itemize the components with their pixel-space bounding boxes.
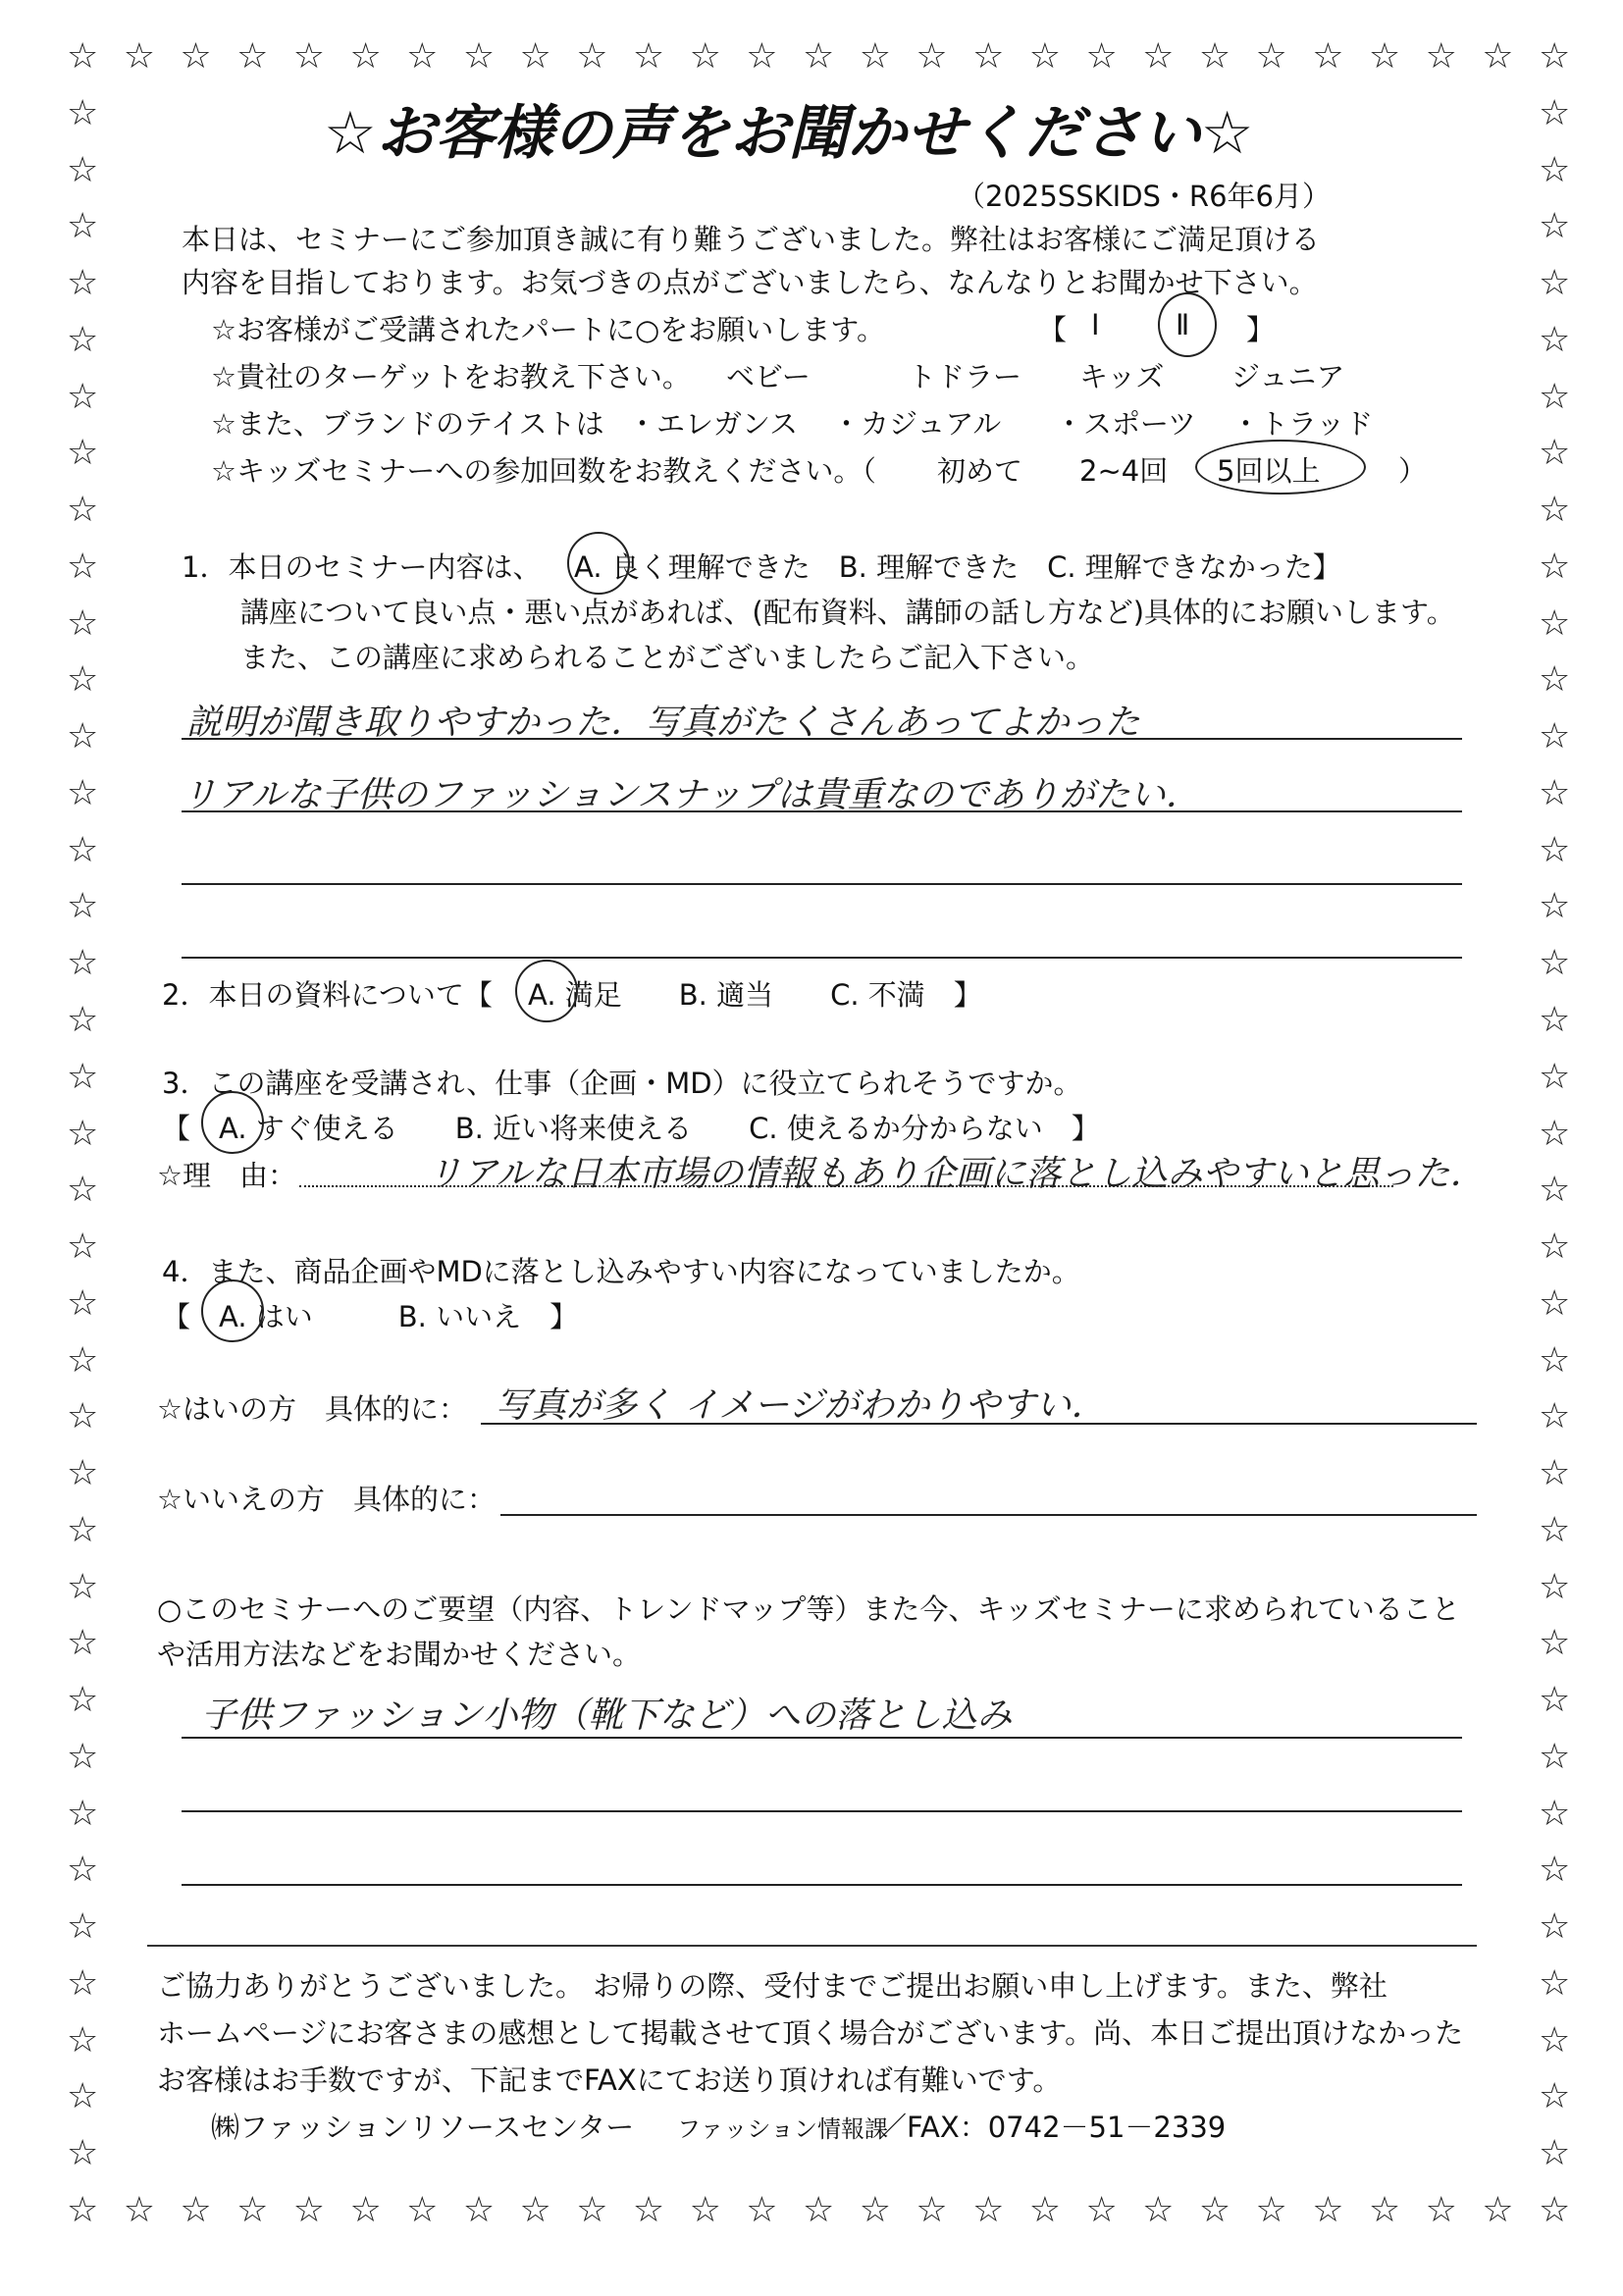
footer-text: ご協力ありがとうございました。 お帰りの際、受付までご提出お願い申し上げます。また、弊社 — [157, 1969, 1387, 2003]
question-4: 4．また、商品企画やMDに落とし込みやすい内容になっていましたか。 — [162, 1255, 1080, 1288]
border-star-icon: ☆ — [67, 1509, 99, 1550]
footer-text: ホームページにお客さまの感想として掲載させて頂く場合がございます。尚、本日ご提出頂けなかった — [157, 2016, 1464, 2050]
answer-line — [182, 1884, 1462, 1886]
handwritten-answer: 説明が聞き取りやすかった．写真がたくさんあってよかった — [186, 703, 1140, 743]
border-star-icon: ☆ — [67, 1623, 99, 1664]
border-star-icon: ☆ — [1085, 2190, 1118, 2230]
border-star-icon: ☆ — [1539, 1962, 1571, 2004]
answer-line — [299, 1185, 1393, 1187]
border-star-icon: ☆ — [1539, 319, 1571, 360]
border-star-icon: ☆ — [1539, 1850, 1571, 1891]
border-star-icon: ☆ — [67, 1566, 99, 1607]
border-star-icon: ☆ — [67, 1906, 99, 1948]
selection-circle — [567, 532, 630, 595]
border-star-icon: ☆ — [632, 36, 665, 77]
intro-text: 内容を目指しております。お気づきの点がございましたら、なんなりとお聞かせ下さい。 — [182, 266, 1318, 299]
border-star-icon: ☆ — [349, 36, 382, 77]
border-star-icon: ☆ — [1539, 376, 1571, 417]
question-3-reason-label: ☆理 由： — [157, 1159, 296, 1192]
border-star-icon: ☆ — [1368, 36, 1401, 77]
border-star-icon: ☆ — [1539, 602, 1571, 644]
border-star-icon: ☆ — [1539, 829, 1571, 870]
taste-option[interactable]: ・カジュアル — [832, 407, 1002, 441]
border-star-icon: ☆ — [67, 1113, 99, 1154]
target-option[interactable]: トドラー — [908, 360, 1022, 393]
selection-circle — [1195, 440, 1366, 495]
border-star-icon: ☆ — [576, 36, 608, 77]
border-star-icon: ☆ — [1539, 263, 1571, 304]
question-4-yes-label: ☆はいの方 具体的に： — [157, 1392, 467, 1426]
border-star-icon: ☆ — [576, 2190, 608, 2230]
border-star-icon: ☆ — [746, 36, 778, 77]
border-star-icon: ☆ — [1539, 1623, 1571, 1664]
border-star-icon: ☆ — [1539, 1113, 1571, 1154]
border-star-icon: ☆ — [67, 1170, 99, 1211]
border-star-icon: ☆ — [67, 772, 99, 813]
border-star-icon: ☆ — [406, 2190, 439, 2230]
border-star-icon: ☆ — [1539, 1566, 1571, 1607]
border-star-icon: ☆ — [1425, 2190, 1457, 2230]
border-star-icon: ☆ — [803, 36, 835, 77]
border-star-icon: ☆ — [1539, 659, 1571, 701]
border-star-icon: ☆ — [236, 36, 269, 77]
border-star-icon: ☆ — [67, 1226, 99, 1268]
border-star-icon: ☆ — [123, 36, 155, 77]
border-star-icon: ☆ — [1539, 1793, 1571, 1834]
handwritten-answer: リアルな日本市場の情報もあり企画に落とし込みやすいと思った． — [427, 1154, 1486, 1194]
border-star-icon: ☆ — [1028, 36, 1062, 77]
border-star-icon: ☆ — [1539, 149, 1571, 190]
border-star-icon: ☆ — [1482, 2190, 1514, 2230]
taste-option[interactable]: ・トラッド — [1231, 407, 1374, 441]
company-name: ㈱ファッションリソースセンター — [211, 2111, 635, 2144]
border-star-icon: ☆ — [972, 2190, 1005, 2230]
border-star-icon: ☆ — [1198, 2190, 1231, 2230]
border-star-icon: ☆ — [689, 2190, 721, 2230]
border-star-icon: ☆ — [1255, 36, 1287, 77]
border-star-icon: ☆ — [1085, 36, 1118, 77]
border-star-icon: ☆ — [1482, 36, 1514, 77]
question-count: ☆キッズセミナーへの参加回数をお教えください。（ — [211, 454, 876, 488]
answer-line — [500, 1514, 1477, 1516]
border-star-icon: ☆ — [67, 263, 99, 304]
border-star-icon: ☆ — [67, 1850, 99, 1891]
border-star-icon: ☆ — [1539, 1339, 1571, 1381]
border-star-icon: ☆ — [1028, 2190, 1062, 2230]
handwritten-answer: 子供ファッション小物（靴下など）への落とし込み — [201, 1696, 1013, 1736]
border-star-icon: ☆ — [67, 829, 99, 870]
border-star-icon: ☆ — [67, 2133, 99, 2174]
question-target: ☆貴社のターゲットをお教え下さい。 — [211, 360, 691, 393]
border-star-icon: ☆ — [180, 2190, 212, 2230]
border-star-icon: ☆ — [916, 2190, 948, 2230]
border-star-icon: ☆ — [1539, 1170, 1571, 1211]
intro-text: 本日は、セミナーにご参加頂き誠に有り難うございました。弊社はお客様にご満足頂ける — [182, 223, 1321, 256]
handwritten-answer: 写真が多く イメージがわかりやすい． — [496, 1385, 1107, 1426]
border-star-icon: ☆ — [292, 36, 326, 77]
border-star-icon: ☆ — [519, 36, 551, 77]
question-1-options: A. 良く理解できた B. 理解できた C. 理解できなかった】 — [574, 550, 1341, 584]
footer-text: お客様はお手数ですが、下記までFAXにてお送り頂ければ有難いです。 — [157, 2063, 1062, 2097]
answer-line — [182, 738, 1462, 740]
border-star-icon: ☆ — [1539, 2076, 1571, 2117]
question-4-no-label: ☆いいえの方 具体的に： — [157, 1483, 496, 1516]
border-star-icon: ☆ — [1312, 2190, 1344, 2230]
border-star-icon: ☆ — [67, 2076, 99, 2117]
border-star-icon: ☆ — [1539, 886, 1571, 927]
border-star-icon: ☆ — [292, 2190, 326, 2230]
border-star-icon: ☆ — [406, 36, 439, 77]
taste-option[interactable]: ・スポーツ — [1055, 407, 1196, 441]
border-star-icon: ☆ — [746, 2190, 778, 2230]
question-1: 1．本日のセミナー内容は、 — [182, 550, 542, 584]
part-option-2[interactable]: Ⅱ — [1176, 308, 1190, 341]
question-1-detail: また、この講座に求められることがございましたらご記入下さい。 — [240, 641, 1095, 674]
question-part: ☆お客様がご受講されたパートに○をお願いします。 — [211, 313, 885, 346]
border-star-icon: ☆ — [67, 659, 99, 701]
border-star-icon: ☆ — [1539, 2019, 1571, 2061]
count-option[interactable]: 初めて — [937, 454, 1023, 488]
border-star-icon: ☆ — [67, 716, 99, 757]
border-star-icon: ☆ — [689, 36, 721, 77]
question-3: 3．この講座を受講され、仕事（企画・MD）に役立てられそうですか。 — [162, 1067, 1082, 1100]
border-star-icon: ☆ — [1368, 2190, 1401, 2230]
border-star-icon: ☆ — [67, 2190, 99, 2230]
border-star-icon: ☆ — [1539, 1736, 1571, 1777]
border-star-icon: ☆ — [859, 36, 891, 77]
border-star-icon: ☆ — [67, 319, 99, 360]
selection-circle — [1158, 292, 1217, 357]
border-star-icon: ☆ — [67, 999, 99, 1040]
border-star-icon: ☆ — [1539, 36, 1571, 77]
fax-number: ／FAX：0742－51－2339 — [878, 2111, 1227, 2144]
border-star-icon: ☆ — [632, 2190, 665, 2230]
question-2: 2．本日の資料について【 — [162, 978, 493, 1012]
border-star-icon: ☆ — [1425, 36, 1457, 77]
count-option[interactable]: 2~4回 — [1079, 454, 1169, 488]
border-star-icon: ☆ — [1255, 2190, 1287, 2230]
border-star-icon: ☆ — [972, 36, 1005, 77]
border-star-icon: ☆ — [67, 546, 99, 587]
count-option[interactable]: 5回以上 — [1217, 454, 1321, 488]
border-star-icon: ☆ — [1539, 943, 1571, 984]
border-star-icon: ☆ — [859, 2190, 891, 2230]
border-star-icon: ☆ — [67, 36, 99, 77]
border-star-icon: ☆ — [67, 1793, 99, 1834]
border-star-icon: ☆ — [67, 1339, 99, 1381]
request-question: ○このセミナーへのご要望（内容、トレンドマップ等）また今、キッズセミナーに求められていること — [157, 1592, 1460, 1626]
border-star-icon: ☆ — [1539, 1906, 1571, 1948]
border-star-icon: ☆ — [803, 2190, 835, 2230]
border-star-icon: ☆ — [67, 886, 99, 927]
answer-line — [182, 810, 1462, 812]
count-close: ） — [1398, 454, 1428, 488]
border-star-icon: ☆ — [1539, 546, 1571, 587]
target-option[interactable]: ベビー — [726, 360, 811, 393]
border-star-icon: ☆ — [1539, 772, 1571, 813]
part-bracket-open: 【 — [1038, 313, 1068, 346]
border-star-icon: ☆ — [67, 433, 99, 474]
border-star-icon: ☆ — [180, 36, 212, 77]
question-2-options: A. 満足 B. 適当 C. 不満 】 — [528, 978, 982, 1012]
question-3-options: 【 A. すぐ使える B. 近い将来使える C. 使えるか分からない 】 — [162, 1112, 1100, 1145]
part-option-1[interactable]: Ⅰ — [1091, 308, 1100, 341]
border-star-icon: ☆ — [1142, 2190, 1175, 2230]
border-star-icon: ☆ — [1539, 716, 1571, 757]
border-star-icon: ☆ — [1539, 1453, 1571, 1494]
border-star-icon: ☆ — [67, 92, 99, 133]
part-bracket-close: 】 — [1246, 313, 1276, 346]
target-option[interactable]: ジュニア — [1231, 360, 1345, 393]
border-star-icon: ☆ — [1539, 2190, 1571, 2230]
border-star-icon: ☆ — [1539, 1226, 1571, 1268]
border-star-icon: ☆ — [1539, 92, 1571, 133]
target-option[interactable]: キッズ — [1079, 360, 1165, 393]
answer-line — [481, 1423, 1477, 1425]
border-star-icon: ☆ — [67, 1282, 99, 1324]
border-star-icon: ☆ — [1198, 36, 1231, 77]
border-star-icon: ☆ — [1539, 1680, 1571, 1721]
taste-option[interactable]: ・エレガンス — [628, 407, 799, 441]
border-star-icon: ☆ — [67, 490, 99, 531]
border-star-icon: ☆ — [67, 1453, 99, 1494]
border-star-icon: ☆ — [1539, 433, 1571, 474]
question-taste: ☆また、ブランドのテイストは — [211, 407, 604, 441]
border-star-icon: ☆ — [67, 943, 99, 984]
border-star-icon: ☆ — [519, 2190, 551, 2230]
selection-circle — [201, 1279, 264, 1342]
border-star-icon: ☆ — [236, 2190, 269, 2230]
border-star-icon: ☆ — [1539, 999, 1571, 1040]
reference-code: （2025SSKIDS・R6年6月） — [957, 180, 1331, 213]
handwritten-answer: リアルな子供のファッションスナップは貴重なのでありがたい． — [182, 775, 1201, 815]
request-question: や活用方法などをお聞かせください。 — [157, 1638, 642, 1671]
border-star-icon: ☆ — [462, 2190, 496, 2230]
border-star-icon: ☆ — [1539, 206, 1571, 247]
page-title: ☆お客様の声をお聞かせください☆ — [324, 99, 1254, 168]
border-star-icon: ☆ — [67, 376, 99, 417]
border-star-icon: ☆ — [123, 2190, 155, 2230]
border-star-icon: ☆ — [1539, 2133, 1571, 2174]
border-star-icon: ☆ — [67, 2019, 99, 2061]
border-star-icon: ☆ — [67, 206, 99, 247]
border-star-icon: ☆ — [1539, 1282, 1571, 1324]
border-star-icon: ☆ — [1142, 36, 1175, 77]
border-star-icon: ☆ — [349, 2190, 382, 2230]
border-star-icon: ☆ — [67, 602, 99, 644]
border-star-icon: ☆ — [67, 149, 99, 190]
question-1-detail: 講座について良い点・悪い点があれば、(配布資料、講師の話し方など)具体的にお願いします。 — [240, 596, 1455, 629]
divider — [147, 1945, 1477, 1947]
answer-line — [182, 1810, 1462, 1812]
border-star-icon: ☆ — [67, 1056, 99, 1097]
border-star-icon: ☆ — [1312, 36, 1344, 77]
selection-circle — [515, 960, 578, 1022]
answer-line — [182, 883, 1462, 885]
border-star-icon: ☆ — [1539, 1396, 1571, 1437]
border-star-icon: ☆ — [1539, 1056, 1571, 1097]
selection-circle — [201, 1091, 264, 1154]
border-star-icon: ☆ — [916, 36, 948, 77]
border-star-icon: ☆ — [67, 1396, 99, 1437]
border-star-icon: ☆ — [67, 1962, 99, 2004]
border-star-icon: ☆ — [462, 36, 496, 77]
answer-line — [182, 1737, 1462, 1739]
border-star-icon: ☆ — [67, 1736, 99, 1777]
border-star-icon: ☆ — [67, 1680, 99, 1721]
border-star-icon: ☆ — [1539, 1509, 1571, 1550]
border-star-icon: ☆ — [1539, 490, 1571, 531]
question-4-options: 【 A. はい B. いいえ 】 — [162, 1300, 579, 1333]
department-name: ファッション情報課 — [677, 2115, 889, 2143]
answer-line — [182, 957, 1462, 959]
